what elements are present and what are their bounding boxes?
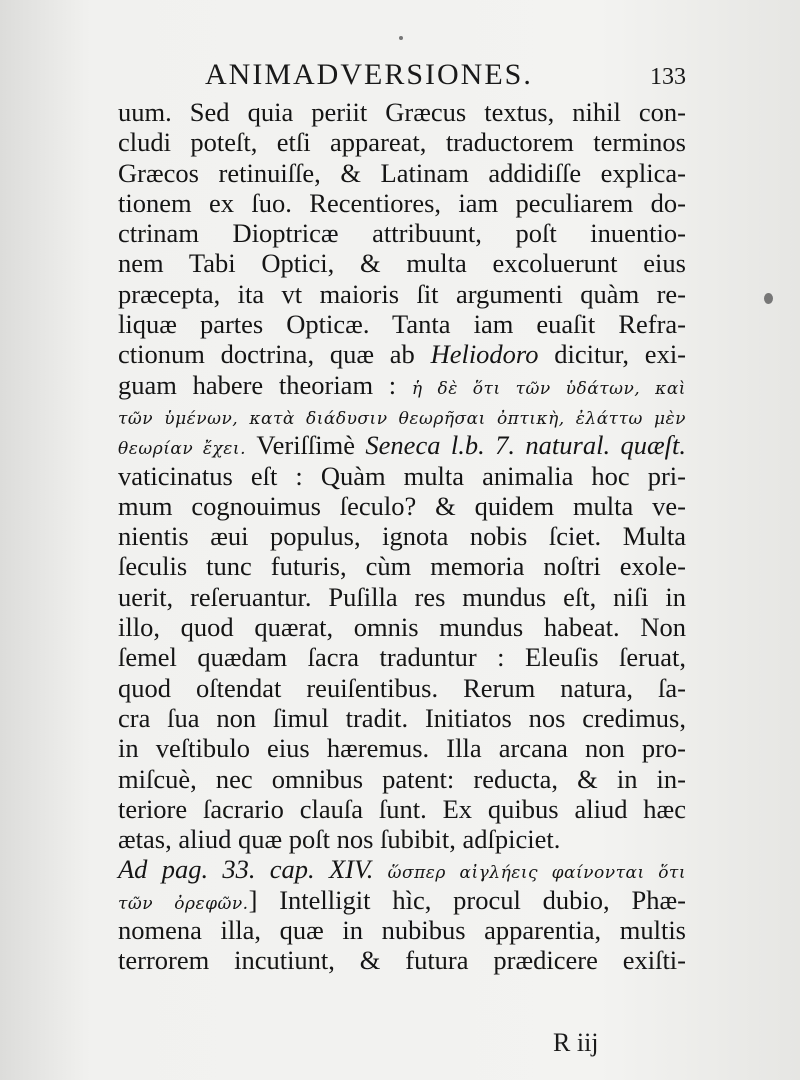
- running-head: ANIMADVERSIONES.: [205, 58, 533, 91]
- text-line: ctrinam Dioptricæ attribuunt, poſt inuentio-: [118, 218, 686, 249]
- text-segment: guam habere theoriam :: [118, 369, 412, 400]
- text-line: mum cognouimus ſeculo? & quidem multa ve-: [118, 490, 686, 521]
- note-line: [118, 885, 686, 915]
- greek-quotation: θεωρίαν ἔχει.: [118, 439, 246, 460]
- text-segment: Veriſſimè: [246, 430, 366, 461]
- text-line: Græcos retinuiſſe, & Latinam addidiſſe explica-: [118, 157, 686, 188]
- signature-mark: R iij: [553, 1028, 599, 1057]
- text-line: [118, 430, 686, 460]
- text-segment: dicitur, exi-: [538, 339, 686, 370]
- note-line: [118, 854, 686, 884]
- greek-quotation: τῶν ὑμένων, κατὰ διάδυσιν θεωρῆσαι ὀπτικὴ, ἐλάττω μὲν: [118, 408, 686, 429]
- text-line: uum. Sed quia periit Græcus textus, nihil con-: [118, 97, 686, 127]
- text-line: uerit, reſeruantur. Puſilla res mundus eſt, niſi in: [118, 581, 686, 612]
- text-line: nientis æui populus, ignota nobis ſciet. Multa: [118, 521, 686, 552]
- ink-speck: [764, 293, 773, 304]
- greek-quotation: ὥσπερ αἰγλήεις φαίνονται ὅτι: [387, 863, 687, 884]
- text-line: [118, 339, 686, 369]
- text-line: [118, 400, 686, 430]
- page-number: 133: [650, 64, 686, 90]
- text-line: præcepta, ita vt maioris ſit argumenti quàm re-: [118, 278, 686, 309]
- text-line: illo, quod quærat, omnis mundus habeat. Non: [118, 612, 686, 643]
- author-name: Heliodoro: [430, 339, 539, 370]
- text-line: in veſtibulo eius hæremus. Illa arcana non pro-: [118, 733, 686, 764]
- note-reference: Ad pag. 33. cap. XIV.: [118, 854, 374, 885]
- text-segment: ] Intelligit hìc, procul dubio, Phæ-: [248, 884, 686, 915]
- source-citation: Seneca l.b. 7. natural. quæſt.: [365, 430, 686, 461]
- text-line: cludi poteſt, etſi appareat, traductorem terminos: [118, 127, 686, 158]
- text-line: ſeculis tunc futuris, cùm memoria noſtri exole-: [118, 551, 686, 582]
- greek-quotation: τῶν ὀρεφῶν.: [118, 893, 249, 914]
- text-line: vaticinatus eſt : Quàm multa animalia hoc pri-: [118, 460, 686, 491]
- note-line: terrorem incutiunt, & futura prædicere exiſti-: [118, 945, 686, 976]
- text-line: liquæ partes Opticæ. Tanta iam euaſit Refra-: [118, 309, 686, 340]
- text-line: quod oſtendat reuiſentibus. Rerum natura, ſa-: [118, 672, 686, 703]
- text-line: teriore ſacrario clauſa ſunt. Ex quibus aliud hæc: [118, 793, 686, 824]
- body-text: [118, 97, 686, 976]
- greek-quotation: ἡ δὲ ὅτι τῶν ὑδάτων, καὶ: [411, 378, 686, 399]
- text-segment: ctionum doctrina, quæ ab: [118, 339, 431, 370]
- ink-speck: [399, 36, 403, 40]
- text-line: tionem ex ſuo. Recentiores, iam peculiarem do-: [118, 187, 686, 218]
- text-line: [118, 370, 686, 400]
- text-line: miſcuè, nec omnibus patent: reducta, & in in-: [118, 763, 686, 794]
- text-line: nem Tabi Optici, & multa excoluerunt eius: [118, 248, 686, 279]
- text-line: cra ſua non ſimul tradit. Initiatos nos credimus,: [118, 702, 686, 733]
- text-line: ætas, aliud quæ poſt nos ſubibit, adſpiciet.: [118, 824, 561, 855]
- note-line: nomena illa, quæ in nubibus apparentia, multis: [118, 915, 686, 946]
- text-line: ſemel quædam ſacra traduntur : Eleuſis ſeruat,: [118, 642, 686, 673]
